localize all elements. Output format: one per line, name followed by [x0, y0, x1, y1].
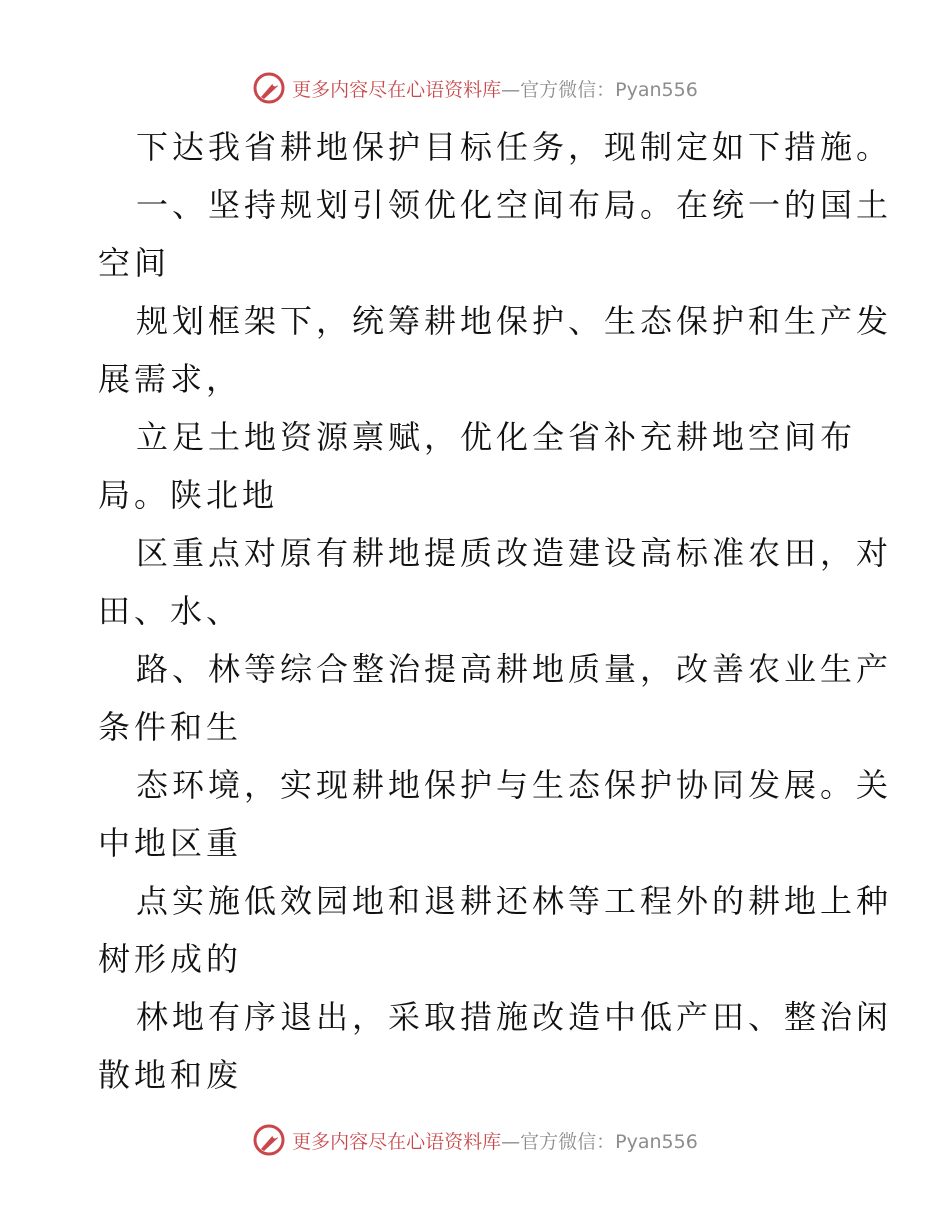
body-line: 立足土地资源禀赋，优化全省补充耕地空间布	[136, 418, 857, 456]
body-line: 规划框架下，统筹耕地保护、生态保护和生产发	[136, 302, 893, 340]
pen-nib-logo-icon	[252, 71, 286, 105]
footer-banner	[0, 1120, 950, 1160]
body-line: 下达我省耕地保护目标任务，现制定如下措施。	[136, 128, 893, 166]
body-line: 局。陕北地	[98, 476, 279, 514]
body-line: 区重点对原有耕地提质改造建设高标准农田，对	[136, 534, 893, 572]
body-line: 田、水、	[98, 592, 243, 630]
body-line: 林地有序退出，采取措施改造中低产田、整治闲	[136, 998, 893, 1036]
header-banner	[0, 68, 950, 108]
banner-title: 更多内容尽在心语资料库	[292, 78, 502, 101]
body-line: 路、林等综合整治提高耕地质量，改善农业生产	[136, 650, 893, 688]
body-line: 树形成的	[98, 940, 243, 978]
banner-title: 更多内容尽在心语资料库	[292, 1130, 502, 1153]
body-line: 展需求，	[98, 360, 243, 398]
pen-nib-logo-icon	[252, 1123, 286, 1157]
body-line: 空间	[98, 244, 171, 282]
body-line: 散地和废	[98, 1056, 243, 1094]
body-line: 一、坚持规划引领优化空间布局。在统一的国土	[136, 186, 893, 224]
body-line: 态环境，实现耕地保护与生态保护协同发展。关	[136, 766, 893, 804]
banner-wechat: —官方微信：Pyan556	[501, 78, 698, 101]
banner-wechat: —官方微信：Pyan556	[501, 1130, 698, 1153]
body-line: 条件和生	[98, 708, 243, 746]
body-line: 中地区重	[98, 824, 243, 862]
body-line: 点实施低效园地和退耕还林等工程外的耕地上种	[136, 882, 893, 920]
document-body	[98, 118, 893, 1104]
